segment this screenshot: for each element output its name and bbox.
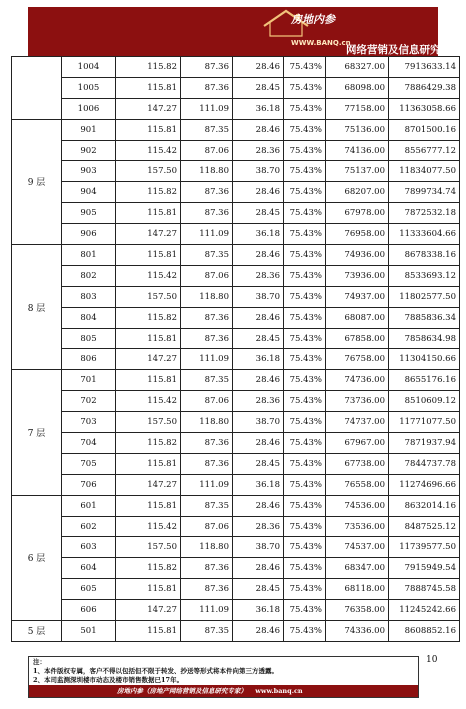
floor-cell [12, 57, 62, 120]
total-price-cell: 8556777.12 [389, 140, 460, 161]
ratio-cell: 75.43% [284, 516, 326, 537]
shared-area-cell: 28.46 [233, 119, 284, 140]
inner-area-cell: 87.35 [181, 245, 233, 266]
shared-area-cell: 28.46 [233, 621, 284, 642]
inner-area-cell: 87.06 [181, 265, 233, 286]
unit-number-cell: 904 [62, 182, 116, 203]
table-row [12, 98, 460, 119]
unit-number-cell: 602 [62, 516, 116, 537]
shared-area-cell: 28.46 [233, 57, 284, 78]
table-body [12, 57, 460, 642]
footer-brand-bar [29, 685, 418, 697]
unit-price-cell: 76758.00 [326, 349, 389, 370]
inner-area-cell: 87.35 [181, 119, 233, 140]
inner-area-cell: 87.06 [181, 391, 233, 412]
table-row [12, 182, 460, 203]
total-price-cell: 7888745.58 [389, 579, 460, 600]
unit-number-cell: 706 [62, 474, 116, 495]
inner-area-cell: 87.35 [181, 621, 233, 642]
ratio-cell: 75.43% [284, 119, 326, 140]
inner-area-cell: 87.36 [181, 57, 233, 78]
table-row [12, 265, 460, 286]
inner-area-cell: 87.36 [181, 77, 233, 98]
unit-price-cell: 74537.00 [326, 537, 389, 558]
inner-area-cell: 118.80 [181, 161, 233, 182]
area-cell: 115.81 [116, 370, 181, 391]
table-row [12, 307, 460, 328]
ratio-cell: 75.43% [284, 224, 326, 245]
ratio-cell: 75.43% [284, 140, 326, 161]
unit-price-cell: 77158.00 [326, 98, 389, 119]
unit-number-cell: 501 [62, 621, 116, 642]
ratio-cell: 75.43% [284, 245, 326, 266]
footer-brand-text: 房地内参（房地产网络营销及信息研究专家） [117, 687, 247, 695]
unit-price-cell: 73736.00 [326, 391, 389, 412]
table-row [12, 77, 460, 98]
table-row [12, 161, 460, 182]
total-price-cell: 11739577.50 [389, 537, 460, 558]
unit-number-cell: 702 [62, 391, 116, 412]
shared-area-cell: 28.45 [233, 77, 284, 98]
table-row [12, 453, 460, 474]
total-price-cell: 7886429.38 [389, 77, 460, 98]
table-row [12, 57, 460, 78]
unit-number-cell: 1005 [62, 77, 116, 98]
total-price-cell: 7885836.34 [389, 307, 460, 328]
inner-area-cell: 111.09 [181, 224, 233, 245]
table-row [12, 286, 460, 307]
unit-price-cell: 67978.00 [326, 203, 389, 224]
total-price-cell: 7844737.78 [389, 453, 460, 474]
area-cell: 115.82 [116, 558, 181, 579]
unit-price-cell: 74936.00 [326, 245, 389, 266]
table-row [12, 224, 460, 245]
area-cell: 115.82 [116, 307, 181, 328]
table-row [12, 140, 460, 161]
area-cell: 147.27 [116, 349, 181, 370]
inner-area-cell: 87.35 [181, 370, 233, 391]
footer-notes [29, 657, 420, 686]
table-row [12, 391, 460, 412]
unit-price-cell: 74937.00 [326, 286, 389, 307]
table-row [12, 495, 460, 516]
inner-area-cell: 111.09 [181, 98, 233, 119]
area-cell: 115.81 [116, 621, 181, 642]
inner-area-cell: 118.80 [181, 537, 233, 558]
inner-area-cell: 111.09 [181, 600, 233, 621]
unit-price-cell: 68347.00 [326, 558, 389, 579]
floor-cell: 6 层 [12, 495, 62, 620]
inner-area-cell: 87.06 [181, 140, 233, 161]
inner-area-cell: 111.09 [181, 349, 233, 370]
unit-price-table [11, 56, 460, 642]
page-number: 10 [426, 655, 438, 665]
total-price-cell: 8510609.12 [389, 391, 460, 412]
unit-price-cell: 67738.00 [326, 453, 389, 474]
ratio-cell: 75.43% [284, 391, 326, 412]
area-cell: 157.50 [116, 286, 181, 307]
floor-cell: 7 层 [12, 370, 62, 495]
unit-price-cell: 67858.00 [326, 328, 389, 349]
unit-number-cell: 903 [62, 161, 116, 182]
total-price-cell: 7915949.54 [389, 558, 460, 579]
shared-area-cell: 28.46 [233, 245, 284, 266]
unit-price-cell: 74736.00 [326, 370, 389, 391]
ratio-cell: 75.43% [284, 558, 326, 579]
shared-area-cell: 28.36 [233, 140, 284, 161]
shared-area-cell: 28.46 [233, 433, 284, 454]
inner-area-cell: 118.80 [181, 412, 233, 433]
header-title: 网络营销及信息研究专家 [346, 44, 462, 56]
ratio-cell: 75.43% [284, 474, 326, 495]
table-row [12, 245, 460, 266]
shared-area-cell: 28.45 [233, 203, 284, 224]
unit-number-cell: 905 [62, 203, 116, 224]
table-row [12, 349, 460, 370]
inner-area-cell: 87.36 [181, 203, 233, 224]
total-price-cell: 8632014.16 [389, 495, 460, 516]
ratio-cell: 75.43% [284, 161, 326, 182]
unit-number-cell: 705 [62, 453, 116, 474]
table-row [12, 516, 460, 537]
table-row [12, 537, 460, 558]
table-row [12, 558, 460, 579]
inner-area-cell: 87.36 [181, 453, 233, 474]
unit-number-cell: 1006 [62, 98, 116, 119]
unit-price-cell: 73536.00 [326, 516, 389, 537]
area-cell: 147.27 [116, 600, 181, 621]
unit-number-cell: 806 [62, 349, 116, 370]
footer-url: www.banq.cn [255, 687, 303, 695]
table-row [12, 433, 460, 454]
shared-area-cell: 36.18 [233, 224, 284, 245]
unit-price-cell: 74737.00 [326, 412, 389, 433]
area-cell: 115.81 [116, 328, 181, 349]
area-cell: 115.81 [116, 77, 181, 98]
unit-price-cell: 68098.00 [326, 77, 389, 98]
note-monitoring: 2、本司监测深圳楼市动态及楼市销售数据已17年。 [33, 676, 184, 684]
ratio-cell: 75.43% [284, 600, 326, 621]
unit-price-cell: 75137.00 [326, 161, 389, 182]
unit-price-cell: 74136.00 [326, 140, 389, 161]
area-cell: 157.50 [116, 537, 181, 558]
area-cell: 157.50 [116, 161, 181, 182]
ratio-cell: 75.43% [284, 328, 326, 349]
ratio-cell: 75.43% [284, 621, 326, 642]
brand-name: 房地内参 [291, 13, 335, 26]
shared-area-cell: 38.70 [233, 161, 284, 182]
area-cell: 157.50 [116, 412, 181, 433]
table-row [12, 203, 460, 224]
unit-number-cell: 703 [62, 412, 116, 433]
area-cell: 115.42 [116, 391, 181, 412]
table-row [12, 474, 460, 495]
unit-number-cell: 901 [62, 119, 116, 140]
ratio-cell: 75.43% [284, 265, 326, 286]
total-price-cell: 11834077.50 [389, 161, 460, 182]
shared-area-cell: 36.18 [233, 600, 284, 621]
shared-area-cell: 28.46 [233, 495, 284, 516]
unit-number-cell: 701 [62, 370, 116, 391]
ratio-cell: 75.43% [284, 433, 326, 454]
area-cell: 115.81 [116, 579, 181, 600]
sales-table-container [11, 56, 459, 642]
unit-number-cell: 902 [62, 140, 116, 161]
unit-number-cell: 802 [62, 265, 116, 286]
ratio-cell: 75.43% [284, 453, 326, 474]
total-price-cell: 11802577.50 [389, 286, 460, 307]
floor-cell: 9 层 [12, 119, 62, 244]
ratio-cell: 75.43% [284, 57, 326, 78]
shared-area-cell: 28.45 [233, 328, 284, 349]
ratio-cell: 75.43% [284, 412, 326, 433]
total-price-cell: 11304150.66 [389, 349, 460, 370]
table-row [12, 600, 460, 621]
total-price-cell: 8655176.16 [389, 370, 460, 391]
area-cell: 115.81 [116, 119, 181, 140]
unit-price-cell: 75136.00 [326, 119, 389, 140]
shared-area-cell: 28.36 [233, 516, 284, 537]
table-row [12, 579, 460, 600]
total-price-cell: 11771077.50 [389, 412, 460, 433]
shared-area-cell: 36.18 [233, 98, 284, 119]
inner-area-cell: 87.36 [181, 307, 233, 328]
total-price-cell: 7899734.74 [389, 182, 460, 203]
area-cell: 115.42 [116, 516, 181, 537]
area-cell: 115.82 [116, 182, 181, 203]
ratio-cell: 75.43% [284, 203, 326, 224]
unit-number-cell: 804 [62, 307, 116, 328]
ratio-cell: 75.43% [284, 537, 326, 558]
unit-price-cell: 68118.00 [326, 579, 389, 600]
floor-cell: 5 层 [12, 621, 62, 642]
inner-area-cell: 87.36 [181, 328, 233, 349]
unit-number-cell: 604 [62, 558, 116, 579]
area-cell: 115.81 [116, 453, 181, 474]
unit-number-cell: 803 [62, 286, 116, 307]
shared-area-cell: 28.46 [233, 558, 284, 579]
footer-notes-box [28, 656, 419, 698]
area-cell: 115.81 [116, 495, 181, 516]
unit-number-cell: 606 [62, 600, 116, 621]
table-row [12, 412, 460, 433]
unit-number-cell: 605 [62, 579, 116, 600]
total-price-cell: 11363058.66 [389, 98, 460, 119]
total-price-cell: 8701500.16 [389, 119, 460, 140]
inner-area-cell: 87.36 [181, 558, 233, 579]
ratio-cell: 75.43% [284, 370, 326, 391]
unit-price-cell: 76558.00 [326, 474, 389, 495]
unit-price-cell: 73936.00 [326, 265, 389, 286]
ratio-cell: 75.43% [284, 98, 326, 119]
inner-area-cell: 87.36 [181, 182, 233, 203]
unit-price-cell: 67967.00 [326, 433, 389, 454]
unit-price-cell: 74336.00 [326, 621, 389, 642]
total-price-cell: 8608852.16 [389, 621, 460, 642]
ratio-cell: 75.43% [284, 495, 326, 516]
note-title: 注： [33, 658, 46, 666]
table-row [12, 621, 460, 642]
area-cell: 115.82 [116, 57, 181, 78]
area-cell: 147.27 [116, 98, 181, 119]
inner-area-cell: 87.35 [181, 495, 233, 516]
total-price-cell: 11274696.66 [389, 474, 460, 495]
total-price-cell: 11333604.66 [389, 224, 460, 245]
shared-area-cell: 38.70 [233, 412, 284, 433]
unit-price-cell: 76958.00 [326, 224, 389, 245]
area-cell: 147.27 [116, 224, 181, 245]
unit-number-cell: 603 [62, 537, 116, 558]
area-cell: 147.27 [116, 474, 181, 495]
unit-price-cell: 68207.00 [326, 182, 389, 203]
area-cell: 115.81 [116, 203, 181, 224]
total-price-cell: 7858634.98 [389, 328, 460, 349]
total-price-cell: 7871937.94 [389, 433, 460, 454]
area-cell: 115.42 [116, 140, 181, 161]
unit-number-cell: 805 [62, 328, 116, 349]
ratio-cell: 75.43% [284, 307, 326, 328]
ratio-cell: 75.43% [284, 286, 326, 307]
total-price-cell: 8487525.12 [389, 516, 460, 537]
inner-area-cell: 87.36 [181, 433, 233, 454]
unit-number-cell: 801 [62, 245, 116, 266]
unit-number-cell: 704 [62, 433, 116, 454]
total-price-cell: 11245242.66 [389, 600, 460, 621]
unit-price-cell: 76358.00 [326, 600, 389, 621]
shared-area-cell: 28.45 [233, 453, 284, 474]
unit-number-cell: 601 [62, 495, 116, 516]
total-price-cell: 8678338.16 [389, 245, 460, 266]
table-row [12, 328, 460, 349]
table-row [12, 119, 460, 140]
total-price-cell: 7872532.18 [389, 203, 460, 224]
brand-url: WWW.BANQ.cn [291, 39, 351, 47]
ratio-cell: 75.43% [284, 349, 326, 370]
total-price-cell: 7913633.14 [389, 57, 460, 78]
total-price-cell: 8533693.12 [389, 265, 460, 286]
report-header-banner [28, 7, 462, 56]
shared-area-cell: 28.46 [233, 370, 284, 391]
inner-area-cell: 87.06 [181, 516, 233, 537]
shared-area-cell: 38.70 [233, 286, 284, 307]
floor-cell: 8 层 [12, 245, 62, 370]
shared-area-cell: 36.18 [233, 474, 284, 495]
shared-area-cell: 38.70 [233, 537, 284, 558]
inner-area-cell: 111.09 [181, 474, 233, 495]
table-row [12, 370, 460, 391]
unit-number-cell: 906 [62, 224, 116, 245]
area-cell: 115.81 [116, 245, 181, 266]
shared-area-cell: 28.45 [233, 579, 284, 600]
shared-area-cell: 28.36 [233, 265, 284, 286]
unit-price-cell: 68327.00 [326, 57, 389, 78]
note-copyright: 1、本件版权专属，客户不得以包括但不限于转发、抄送等形式将本件向第三方透露。 [33, 667, 279, 675]
shared-area-cell: 28.46 [233, 307, 284, 328]
inner-area-cell: 118.80 [181, 286, 233, 307]
area-cell: 115.82 [116, 433, 181, 454]
unit-price-cell: 68087.00 [326, 307, 389, 328]
shared-area-cell: 36.18 [233, 349, 284, 370]
unit-number-cell: 1004 [62, 57, 116, 78]
unit-price-cell: 74536.00 [326, 495, 389, 516]
inner-area-cell: 87.36 [181, 579, 233, 600]
shared-area-cell: 28.36 [233, 391, 284, 412]
ratio-cell: 75.43% [284, 77, 326, 98]
shared-area-cell: 28.46 [233, 182, 284, 203]
ratio-cell: 75.43% [284, 579, 326, 600]
area-cell: 115.42 [116, 265, 181, 286]
ratio-cell: 75.43% [284, 182, 326, 203]
